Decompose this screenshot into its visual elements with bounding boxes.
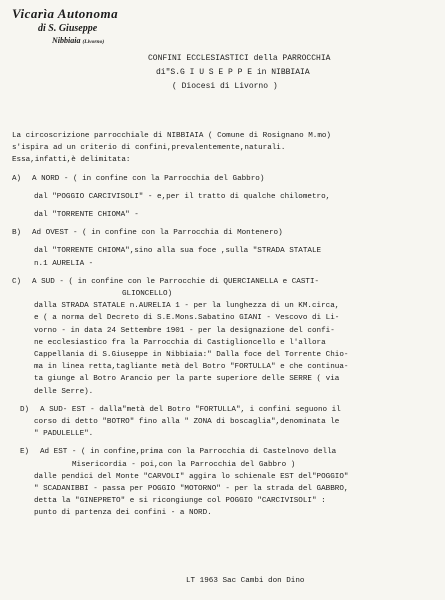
section-c-text: A SUD - ( in confine con le Parrocchie di QUERCIANELLA e CASTI-	[32, 277, 320, 286]
letterhead-institution: Vicarìa Autonoma	[12, 6, 119, 21]
section-d-line: " PADULELLE".	[34, 430, 94, 439]
section-b-text: Ad OVEST - ( in confine con la Parrocchia di Montenero)	[32, 229, 283, 238]
intro-line: Essa,infatti,è delimitata:	[12, 156, 131, 165]
section-e-line: punto di partenza dei confini - a NORD.	[34, 509, 212, 518]
section-e-label: E)	[20, 448, 30, 457]
section-a-header	[12, 173, 437, 185]
title-line-3: ( Diocesi di Livorno )	[172, 82, 278, 91]
letterhead-location	[52, 36, 118, 45]
letterhead-parish: di S. Giuseppe	[38, 23, 98, 34]
intro-line: La circoscrizione parrocchiale di NIBBIAIA ( Comune di Rosignano M.mo)	[12, 132, 331, 140]
section-d-line: corso di detto "BOTRO" fino alla " ZONA di boscaglia",denominata le	[34, 418, 340, 427]
section-e-line: Misericordia - poi,con la Parrocchia del Gabbro )	[72, 460, 296, 469]
section-e-line: dalle pendici del Monte "CARVOLI" aggira lo schienale EST del"POGGIO"	[34, 472, 349, 481]
section-d-header	[12, 404, 437, 416]
section-c-line: GLIONCELLO)	[122, 290, 173, 299]
section-b-header	[12, 227, 437, 239]
intro-line: s'ispira ad un criterio di confini,prevalentemente,naturali.	[12, 144, 286, 153]
section-b-line: n.1 AURELIA -	[34, 259, 94, 268]
section-e-text: Ad EST - ( in confine,prima con la Parrocchia di Castelnovo della	[40, 448, 337, 457]
letterhead-province: (Livorno)	[82, 39, 105, 45]
section-c-line: e ( a norma del Decreto di S.E.Mons.Sabatino GIANI - Vescovo di Li-	[34, 314, 340, 323]
section-a-label: A)	[12, 174, 22, 183]
section-e-line: detta la "GINEPRETO" e si ricongiunge col POGGIO "CARCIVISOLI" :	[34, 497, 326, 506]
section-e-header	[12, 446, 437, 458]
section-c-line: vorno - in data 24 Settembre 1901 - per la designazione del confi-	[34, 326, 335, 335]
signature-line: LT 1963 Sac Cambi don Dino	[186, 577, 305, 585]
section-b-line: dal "TORRENTE CHIOMA",sino alla sua foce ,sulla "STRADA STATALE	[34, 247, 322, 256]
section-c-line: Cappellania di S.Giuseppe in Nibbiaia:" Dalla foce del Torrente Chio-	[34, 351, 349, 360]
letterhead-town: Nibbiaia	[52, 36, 81, 45]
section-a-line: dal "TORRENTE CHIOMA" -	[34, 211, 139, 220]
section-d-text: A SUD- EST - dalla"metà del Botro "FORTULLA", i confini seguono il	[40, 405, 341, 414]
section-c-line: delle Serre).	[34, 387, 94, 396]
section-c-line: ne ecclesiastico fra la Parrocchia di Castiglioncello e l'allora	[34, 338, 326, 347]
title-line-2: di"S.G I U S E P P E in NIBBIAIA	[156, 68, 310, 77]
section-c-header	[12, 276, 437, 288]
section-c-line: ma in linea retta,tagliante metà del Botro "FORTULLA" e che continua-	[34, 363, 349, 372]
title-line-1: CONFINI ECCLESIASTICI della PARROCCHIA	[148, 54, 331, 63]
section-a-text: A NORD - ( in confine con la Parrocchia del Gabbro)	[32, 174, 265, 183]
document-body	[12, 130, 437, 520]
section-b-label: B)	[12, 229, 22, 238]
letterhead	[12, 6, 118, 45]
section-c-label: C)	[12, 277, 22, 286]
document-title	[148, 52, 330, 94]
section-c-line: dalla STRADA STATALE n.AURELIA 1 - per la lunghezza di un KM.circa,	[34, 302, 340, 311]
section-d-label: D)	[20, 405, 30, 414]
section-c-line: ta giunge al Botro Arancio per la parte superiore delle SERRE ( via	[34, 375, 340, 384]
section-e-line: " SCADANIBBI - passa per POGGIO "MOTORNO" - per la strada del GABBRO,	[34, 485, 349, 494]
section-a-line: dal "POGGIO CARCIVISOLI" - e,per il tratto di qualche chilometro,	[34, 192, 331, 201]
